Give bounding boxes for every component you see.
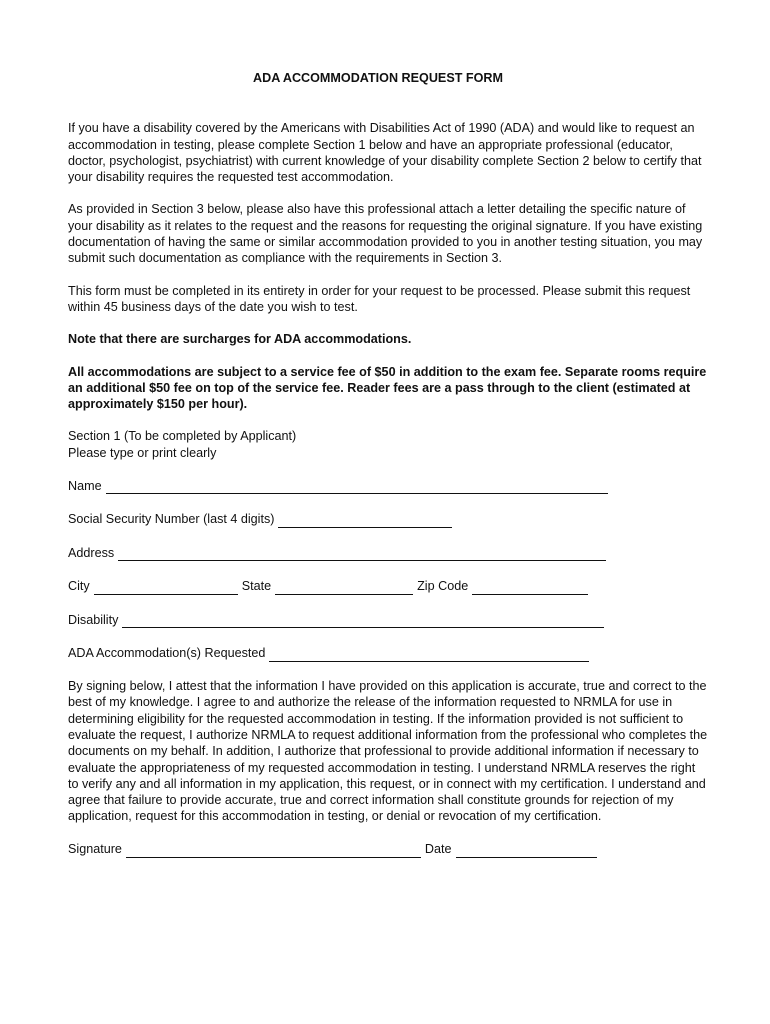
date-label: Date (424, 842, 452, 857)
ssn-row (68, 511, 708, 528)
accommodation-field[interactable] (269, 648, 589, 662)
fees-notice: All accommodations are subject to a service fee of $50 in addition to the exam fee. Separate rooms require an additional $50 fee on top of the service fee. Reader fees are a pass through to the client (estimated at approximately $150 per hour). (68, 364, 707, 412)
zip-field[interactable] (472, 581, 588, 595)
state-label: State (241, 579, 272, 594)
intro-paragraph-2: As provided in Section 3 below, please also have this professional attach a letter detailing the specific nature of your disability as it relates to the request and the reasons for requesting the original signature. If you have existing documentation of having the same or similar accommodation provided to you in another testing situation, you may submit such documentation as compliance with the requirements in Section 3. (68, 202, 703, 266)
accommodation-label: ADA Accommodation(s) Requested (68, 646, 266, 661)
signature-label: Signature (68, 842, 122, 857)
surcharge-note: Note that there are surcharges for ADA accommodations. (68, 332, 412, 347)
ssn-label: Social Security Number (last 4 digits) (68, 512, 275, 527)
city-state-zip-row (68, 578, 708, 595)
city-label: City (68, 579, 90, 594)
date-field[interactable] (456, 844, 597, 858)
city-field[interactable] (94, 581, 238, 595)
intro-paragraph-3: This form must be completed in its entirety in order for your request to be processed. Please submit this request within 45 business days of the date you wish to test. (68, 283, 691, 314)
signature-field[interactable] (126, 844, 421, 858)
section-1-header (68, 428, 708, 461)
ssn-field[interactable] (278, 514, 452, 528)
signature-row (68, 841, 708, 858)
name-field[interactable] (106, 480, 608, 494)
name-row (68, 477, 708, 494)
name-label: Name (68, 478, 102, 493)
attestation-text: By signing below, I attest that the information I have provided on this application is accurate, true and correct to the best of my knowledge. I agree to and authorize the release of the information requested to NRMLA for use in determining eligibility for the requested accommodation in testing. If the information provided is not sufficient to evaluate the request, I authorize NRMLA to request additional information from the professional who completes the documents on my behalf. In addition, I authorize that professional to provide additional information if necessary to evaluate the appropriateness of my requested accommodation in testing. I understand NRMLA reserves the right to verify any and all information in my application, this request, or in connect with my certification. I understand and agree that failure to provide accurate, true and correct information shall constitute grounds for rejection of my application, request for this accommodation in testing, or denial or revocation of my certification. (68, 679, 708, 824)
address-field[interactable] (118, 547, 606, 561)
state-field[interactable] (275, 581, 413, 595)
section-1-instruction: Please type or print clearly (68, 445, 217, 460)
disability-label: Disability (68, 612, 119, 627)
intro-paragraph-1: If you have a disability covered by the Americans with Disabilities Act of 1990 (ADA) and would like to request an accommodation in testing, please complete Section 1 below and have an appropriate professional (educator, doctor, psychologist, psychiatrist) with current knowledge of your disability complete Section 2 below to certify that your disability requires the requested test accommodation. (68, 121, 702, 185)
address-label: Address (68, 545, 115, 560)
accommodation-row (68, 645, 708, 662)
form-page (68, 70, 708, 874)
disability-field[interactable] (122, 614, 604, 628)
section-1-title: Section 1 (To be completed by Applicant) (68, 429, 297, 444)
form-title: ADA ACCOMMODATION REQUEST FORM (253, 71, 503, 85)
zip-label: Zip Code (417, 579, 469, 594)
address-row (68, 544, 708, 561)
disability-row (68, 611, 708, 628)
